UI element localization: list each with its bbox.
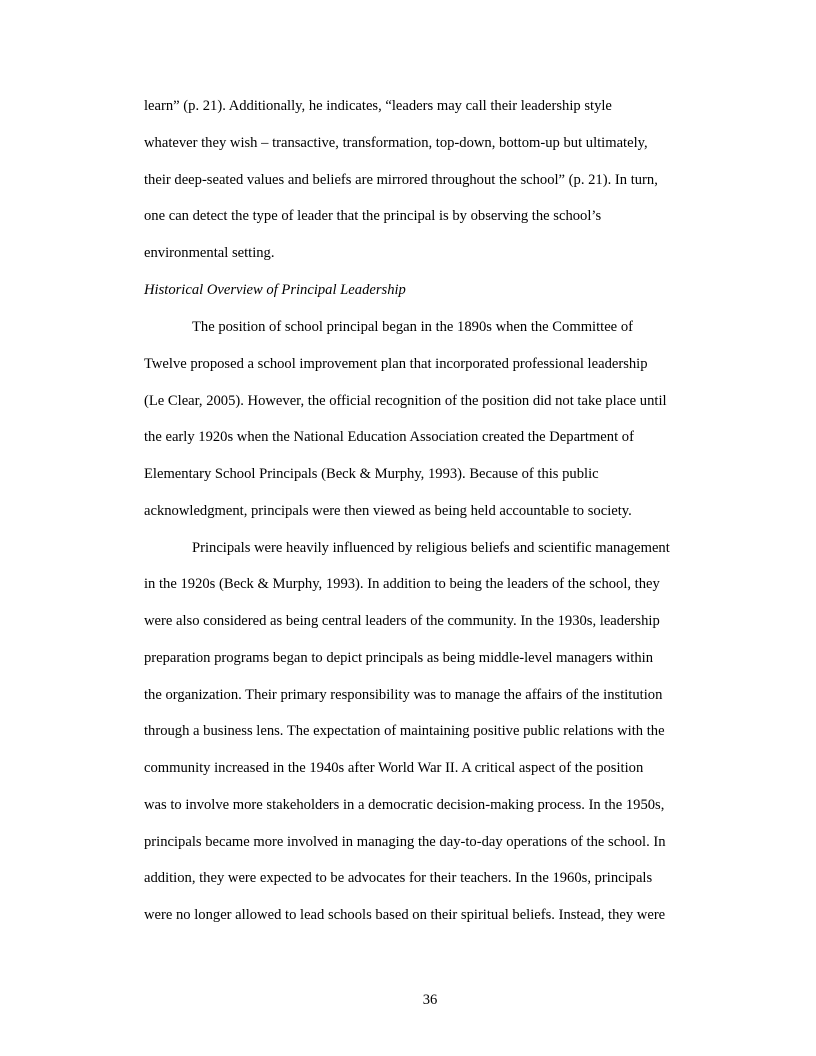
- para1-line-1: The position of school principal began in the 1890s when the Committee of: [192, 319, 633, 335]
- para1-line-6: acknowledgment, principals were then viewed as being held accountable to society.: [144, 503, 632, 519]
- para1-line-2: Twelve proposed a school improvement plan that incorporated professional leadership: [144, 356, 648, 372]
- para1-line-5: Elementary School Principals (Beck & Murphy, 1993). Because of this public: [144, 466, 599, 482]
- para2-line-3: were also considered as being central leaders of the community. In the 1930s, leadership: [144, 613, 660, 629]
- para2-line-9: principals became more involved in managing the day-to-day operations of the school. In: [144, 834, 666, 850]
- page-number: 36: [422, 992, 438, 1008]
- para1-line-3: (Le Clear, 2005). However, the official recognition of the position did not take place until: [144, 393, 667, 409]
- para2-line-2: in the 1920s (Beck & Murphy, 1993). In addition to being the leaders of the school, they: [144, 576, 660, 592]
- para2-line-1: Principals were heavily influenced by religious beliefs and scientific management: [192, 540, 670, 556]
- para2-line-7: community increased in the 1940s after World War II. A critical aspect of the position: [144, 760, 644, 776]
- para2-line-5: the organization. Their primary responsibility was to manage the affairs of the institution: [144, 687, 663, 703]
- intro-line-1: learn” (p. 21). Additionally, he indicates, “leaders may call their leadership style: [144, 98, 612, 114]
- para2-line-4: preparation programs began to depict principals as being middle-level managers within: [144, 650, 653, 666]
- intro-line-3: their deep-seated values and beliefs are mirrored throughout the school” (p. 21). In turn,: [144, 172, 658, 188]
- intro-line-2: whatever they wish – transactive, transformation, top-down, bottom-up but ultimately,: [144, 135, 648, 151]
- intro-line-5: environmental setting.: [144, 245, 275, 261]
- para2-line-8: was to involve more stakeholders in a democratic decision-making process. In the 1950s,: [144, 797, 665, 813]
- para2-line-11: were no longer allowed to lead schools based on their spiritual beliefs. Instead, they were: [144, 907, 666, 923]
- para1-line-4: the early 1920s when the National Education Association created the Department of: [144, 429, 634, 445]
- para2-line-10: addition, they were expected to be advocates for their teachers. In the 1960s, principals: [144, 870, 653, 886]
- intro-line-4: one can detect the type of leader that the principal is by observing the school’s: [144, 208, 602, 224]
- section-heading: Historical Overview of Principal Leadership: [144, 282, 406, 298]
- para2-line-6: through a business lens. The expectation of maintaining positive public relations with the: [144, 723, 665, 739]
